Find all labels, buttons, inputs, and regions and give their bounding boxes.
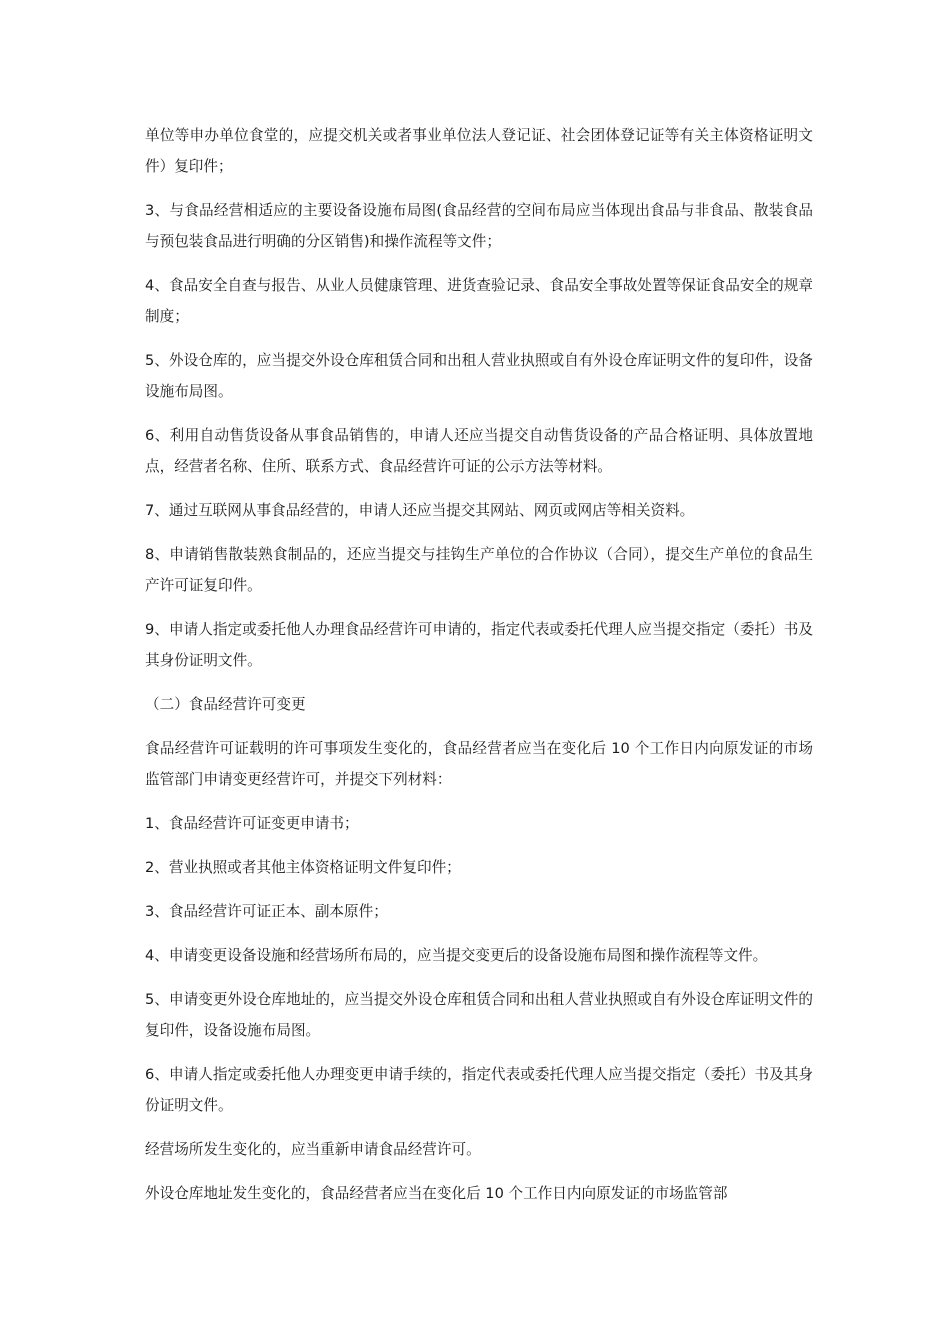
paragraph-5: 6、利用自动售货设备从事食品销售的，申请人还应当提交自动售货设备的产品合格证明、具体放置地点，经营者名称、住所、联系方式、食品经营许可证的公示方法等材料。	[145, 427, 813, 475]
paragraph-17: 经营场所发生变化的，应当重新申请食品经营许可。	[145, 1141, 481, 1158]
section-heading: （二）食品经营许可变更	[145, 696, 306, 713]
paragraph-18: 外设仓库地址发生变化的，食品经营者应当在变化后 10 个工作日内向原发证的市场监管部	[145, 1185, 728, 1202]
paragraph-6: 7、通过互联网从事食品经营的，申请人还应当提交其网站、网页或网店等相关资料。	[145, 502, 695, 519]
paragraph-10: 食品经营许可证载明的许可事项发生变化的，食品经营者应当在变化后 10 个工作日内向原发证的市场监管部门申请变更经营许可，并提交下列材料：	[145, 740, 813, 788]
paragraph-12: 2、营业执照或者其他主体资格证明文件复印件；	[145, 859, 461, 876]
paragraph-14: 4、申请变更设备设施和经营场所布局的，应当提交变更后的设备设施布局图和操作流程等文件。	[145, 947, 768, 964]
paragraph-3: 4、食品安全自查与报告、从业人员健康管理、进货查验记录、食品安全事故处置等保证食品安全的规章制度；	[145, 277, 813, 325]
paragraph-11: 1、食品经营许可证变更申请书；	[145, 815, 359, 832]
paragraph-1: 单位等申办单位食堂的，应提交机关或者事业单位法人登记证、社会团体登记证等有关主体资格证明文件）复印件；	[145, 127, 813, 175]
paragraph-15: 5、申请变更外设仓库地址的，应当提交外设仓库租赁合同和出租人营业执照或自有外设仓库证明文件的复印件，设备设施布局图。	[145, 991, 813, 1039]
paragraph-4: 5、外设仓库的，应当提交外设仓库租赁合同和出租人营业执照或自有外设仓库证明文件的复印件，设备设施布局图。	[145, 352, 813, 400]
paragraph-7: 8、申请销售散装熟食制品的，还应当提交与挂钩生产单位的合作协议（合同），提交生产单位的食品生产许可证复印件。	[145, 546, 813, 594]
paragraph-2: 3、与食品经营相适应的主要设备设施布局图(食品经营的空间布局应当体现出食品与非食品、散装食品与预包装食品进行明确的分区销售)和操作流程等文件；	[145, 202, 813, 250]
paragraph-16: 6、申请人指定或委托他人办理变更申请手续的，指定代表或委托代理人应当提交指定（委托）书及其身份证明文件。	[145, 1066, 813, 1114]
document-page	[145, 120, 813, 1222]
paragraph-8: 9、申请人指定或委托他人办理食品经营许可申请的，指定代表或委托代理人应当提交指定（委托）书及其身份证明文件。	[145, 621, 813, 669]
paragraph-13: 3、食品经营许可证正本、副本原件；	[145, 903, 388, 920]
